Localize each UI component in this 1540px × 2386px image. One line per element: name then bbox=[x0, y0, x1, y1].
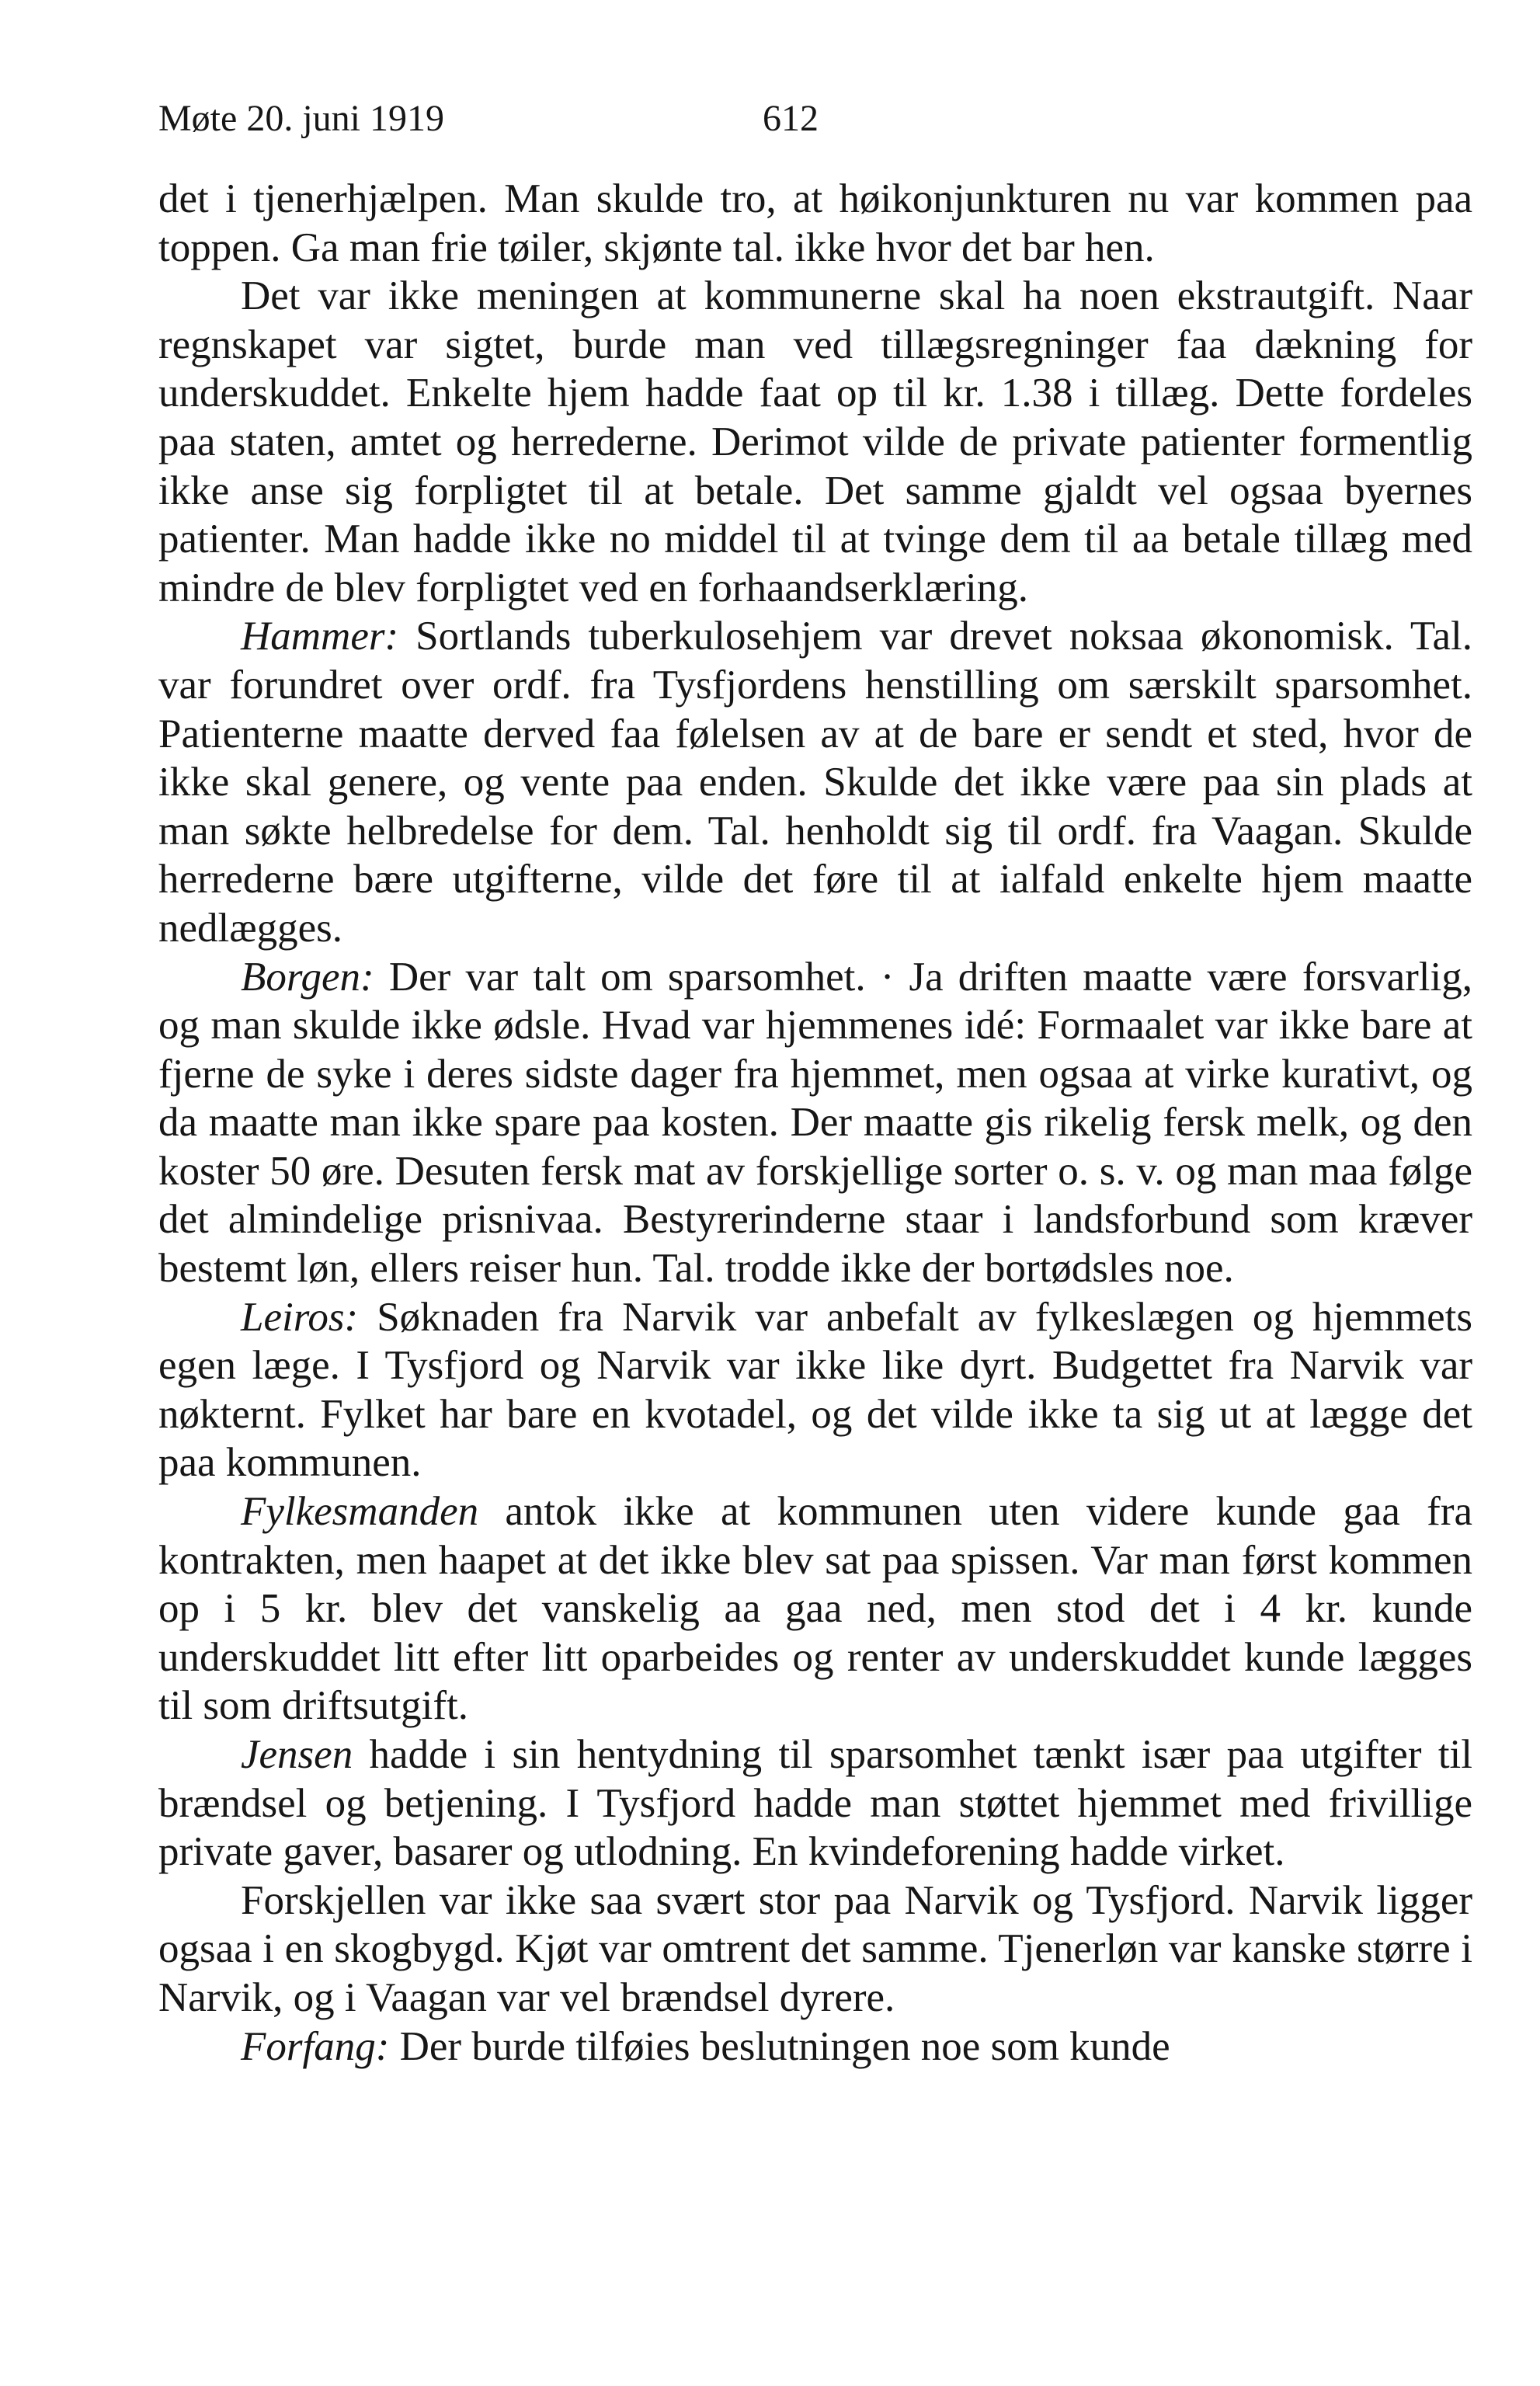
paragraph-text: Søknaden fra Narvik var anbefalt av fylkeslægen og hjemmets egen læge. I Tysfjord og Narvik var ikke like dyrt. Budgettet fra Narvik var nøkternt. Fylket har bare en kvotadel, og det vilde ikke ta sig ut at lægge det paa kommunen. bbox=[158, 1294, 1472, 1486]
paragraph-7 bbox=[158, 1730, 1472, 1876]
paragraph-6 bbox=[158, 1487, 1472, 1730]
paragraph-text: det i tjenerhjælpen. Man skulde tro, at høikonjunkturen nu var kommen paa toppen. Ga man frie tøiler, skjønte tal. ikke hvor det bar hen. bbox=[158, 176, 1472, 270]
paragraph-3 bbox=[158, 612, 1472, 952]
speaker-name: Forfang: bbox=[241, 2023, 390, 2069]
paragraph-text: Det var ikke meningen at kommunerne skal ha noen ekstrautgift. Naar regnskapet var sigtet, burde man ved tillægsregninger faa dækning for underskuddet. Enkelte hjem hadde faat op til kr. 1.38 i tillæg. Dette fordeles paa staten, amtet og herrederne. Derimot vilde de private patienter formentlig ikke anse sig forpligtet til at betale. Det samme gjaldt vel ogsaa byernes patienter. Man hadde ikke no middel til at tvinge dem til aa betale tillæg med mindre de blev forpligtet ved en forhaandserklæring. bbox=[158, 273, 1472, 610]
paragraph-text: Forskjellen var ikke saa svært stor paa Narvik og Tysfjord. Narvik ligger ogsaa i en skogbygd. Kjøt var omtrent det samme. Tjenerløn var kanske større i Narvik, og i Vaagan var vel brændsel dyrere. bbox=[158, 1877, 1472, 2020]
paragraph-8 bbox=[158, 1876, 1472, 2023]
speaker-name: Jensen bbox=[241, 1732, 353, 1777]
paragraph-text: antok ikke at kommunen uten videre kunde gaa fra kontrakten, men haapet at det ikke blev sat paa spissen. Var man først kommen op i 5 kr. blev det vanskelig aa gaa ned, men stod det i 4 kr. kunde underskuddet litt efter litt oparbeides og renter av underskuddet kunde lægges til som driftsutgift. bbox=[158, 1489, 1472, 1729]
speaker-name: Leiros: bbox=[241, 1294, 359, 1340]
meeting-date: Møte 20. juni 1919 bbox=[158, 98, 444, 139]
paragraph-5 bbox=[158, 1293, 1472, 1487]
paragraph-text: Sortlands tuberkulosehjem var drevet noksaa økonomisk. Tal. var forundret over ordf. fra Tysfjordens henstilling om særskilt sparsomhet. Patienterne maatte derved faa følelsen av at de bare er sendt et sted, hvor de ikke skal genere, og vente paa enden. Skulde det ikke være paa sin plads at man søkte helbredelse for dem. Tal. henholdt sig til ordf. fra Vaagan. Skulde herrederne bære utgifterne, vilde det føre til at ialfald enkelte hjem maatte nedlægges. bbox=[158, 614, 1472, 951]
paragraph-1 bbox=[158, 175, 1472, 272]
paragraph-text: hadde i sin hentydning til sparsomhet tænkt især paa utgifter til brændsel og betjening. I Tysfjord hadde man støttet hjemmet med frivillige private gaver, basarer og utlodning. En kvindeforening hadde virket. bbox=[158, 1732, 1472, 1875]
paragraph-4 bbox=[158, 953, 1472, 1293]
paragraph-text: Der var talt om sparsomhet. · Ja driften maatte være forsvarlig, og man skulde ikke ødsle. Hvad var hjemmenes idé: Formaalet var ikke bare at fjerne de syke i deres sidste dager fra hjemmet, men ogsaa at virke kurativt, og da maatte man ikke spare paa kosten. Der maatte gis rikelig fersk melk, og den koster 50 øre. Desuten fersk mat av forskjellige sorter o. s. v. og man maa følge det almindelige prisnivaa. Bestyrerinderne staar i landsforbund som kræver bestemt løn, ellers reiser hun. Tal. trodde ikke der bortødsles noe. bbox=[158, 954, 1473, 1292]
speaker-name: Borgen: bbox=[241, 954, 374, 1000]
speaker-name: Fylkesmanden bbox=[241, 1489, 479, 1535]
paragraph-text: Der burde tilføies beslutningen noe som kunde bbox=[399, 2023, 1170, 2069]
body-text bbox=[158, 175, 1472, 2071]
running-header bbox=[158, 92, 1479, 146]
page-number: 612 bbox=[763, 98, 819, 139]
paragraph-2 bbox=[158, 272, 1472, 612]
paragraph-9 bbox=[158, 2023, 1472, 2071]
speaker-name: Hammer: bbox=[241, 614, 399, 659]
